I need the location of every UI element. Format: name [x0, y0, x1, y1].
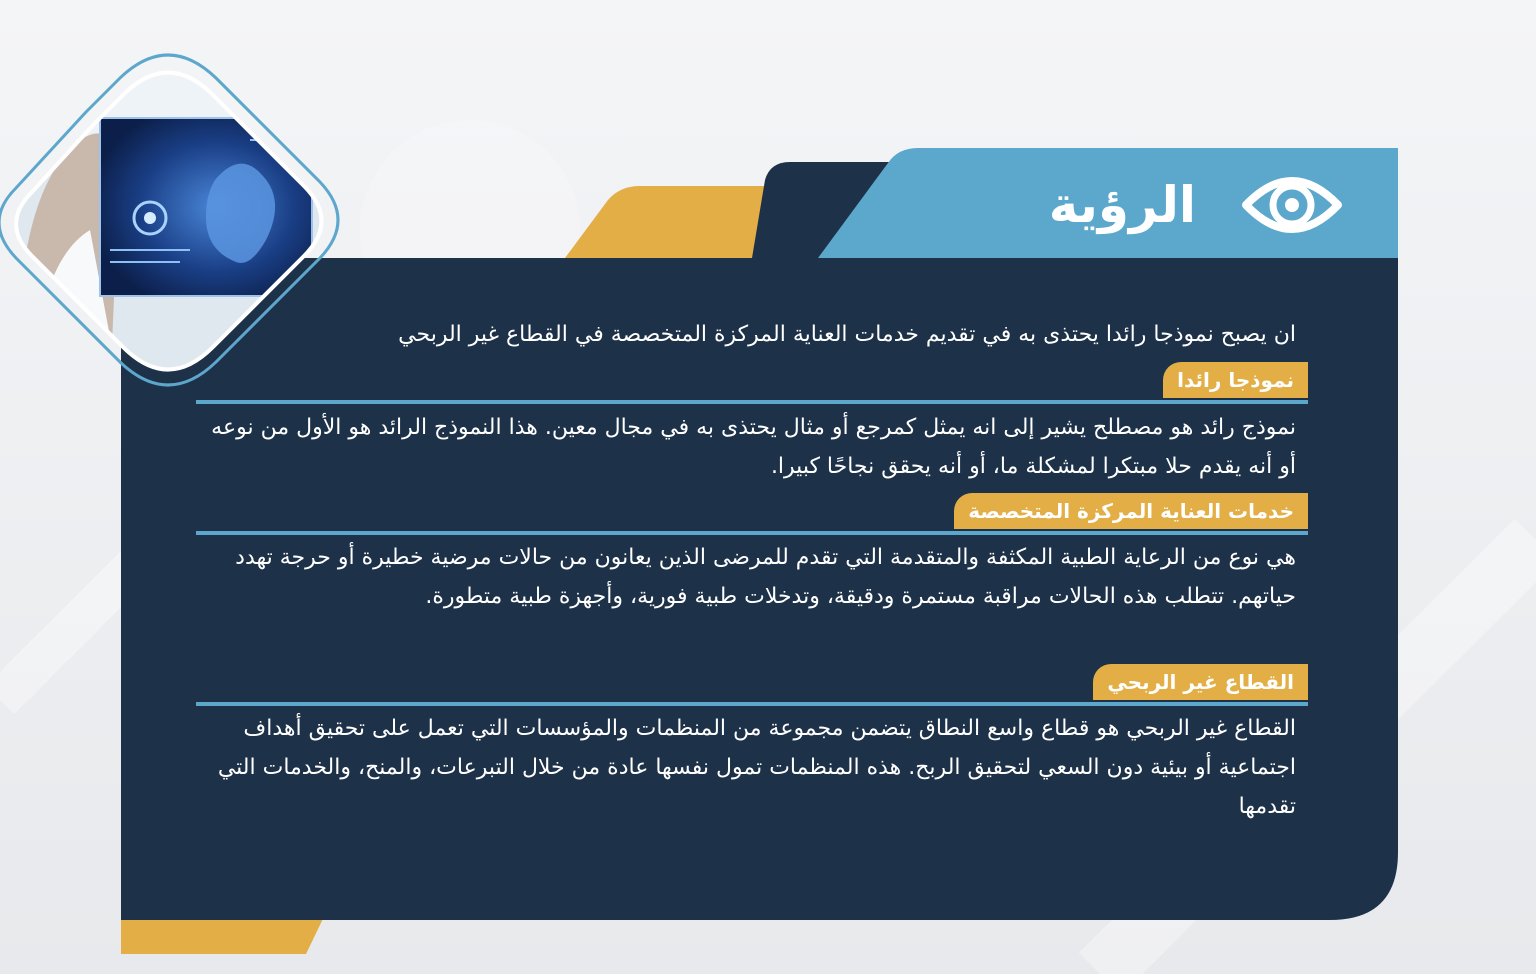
section-heading: نموذجا رائدا — [1163, 362, 1308, 398]
section-body: القطاع غير الربحي هو قطاع واسع النطاق يتضمن مجموعة من المنظمات والمؤسسات التي تعمل على تحقيق أهداف اجتماعية أو بيئية دون السعي لتحقيق الربح. هذه المنظمات تمول نفسها عادة من خلال التبرعات، والمنح، والخدمات التي تقدمها — [217, 716, 1296, 819]
section-divider — [196, 531, 1308, 535]
section-heading: خدمات العناية المركزة المتخصصة — [954, 493, 1308, 529]
page-title: الرؤية — [1048, 176, 1196, 234]
section-heading: القطاع غير الربحي — [1093, 664, 1308, 700]
section-body: نموذج رائد هو مصطلح يشير إلى انه يمثل كمرجع أو مثال يحتذى به في مجال معين. هذا النموذج الرائد هو الأول من نوعه أو أنه يقدم حلا مبتكرا لمشكلة ما، أو أنه يحقق نجاحًا كبيرا. — [211, 415, 1296, 479]
section-heading-row — [196, 493, 1308, 535]
section-heading-row — [196, 664, 1308, 706]
section-divider — [196, 400, 1308, 404]
vision-statement: ان يصبح نموذجا رائدا يحتذى به في تقديم خدمات العناية المركزة المتخصصة في القطاع غير الربحي — [398, 322, 1296, 347]
section-heading-row — [196, 362, 1308, 404]
section-body: هي نوع من الرعاية الطبية المكثفة والمتقدمة التي تقدم للمرضى الذين يعانون من حالات مرضية خطيرة أو حرجة تهدد حياتهم. تتطلب هذه الحالات مراقبة مستمرة ودقيقة، وتدخلات طبية فورية، وأجهزة طبية متطورة. — [235, 545, 1296, 609]
section-divider — [196, 702, 1308, 706]
